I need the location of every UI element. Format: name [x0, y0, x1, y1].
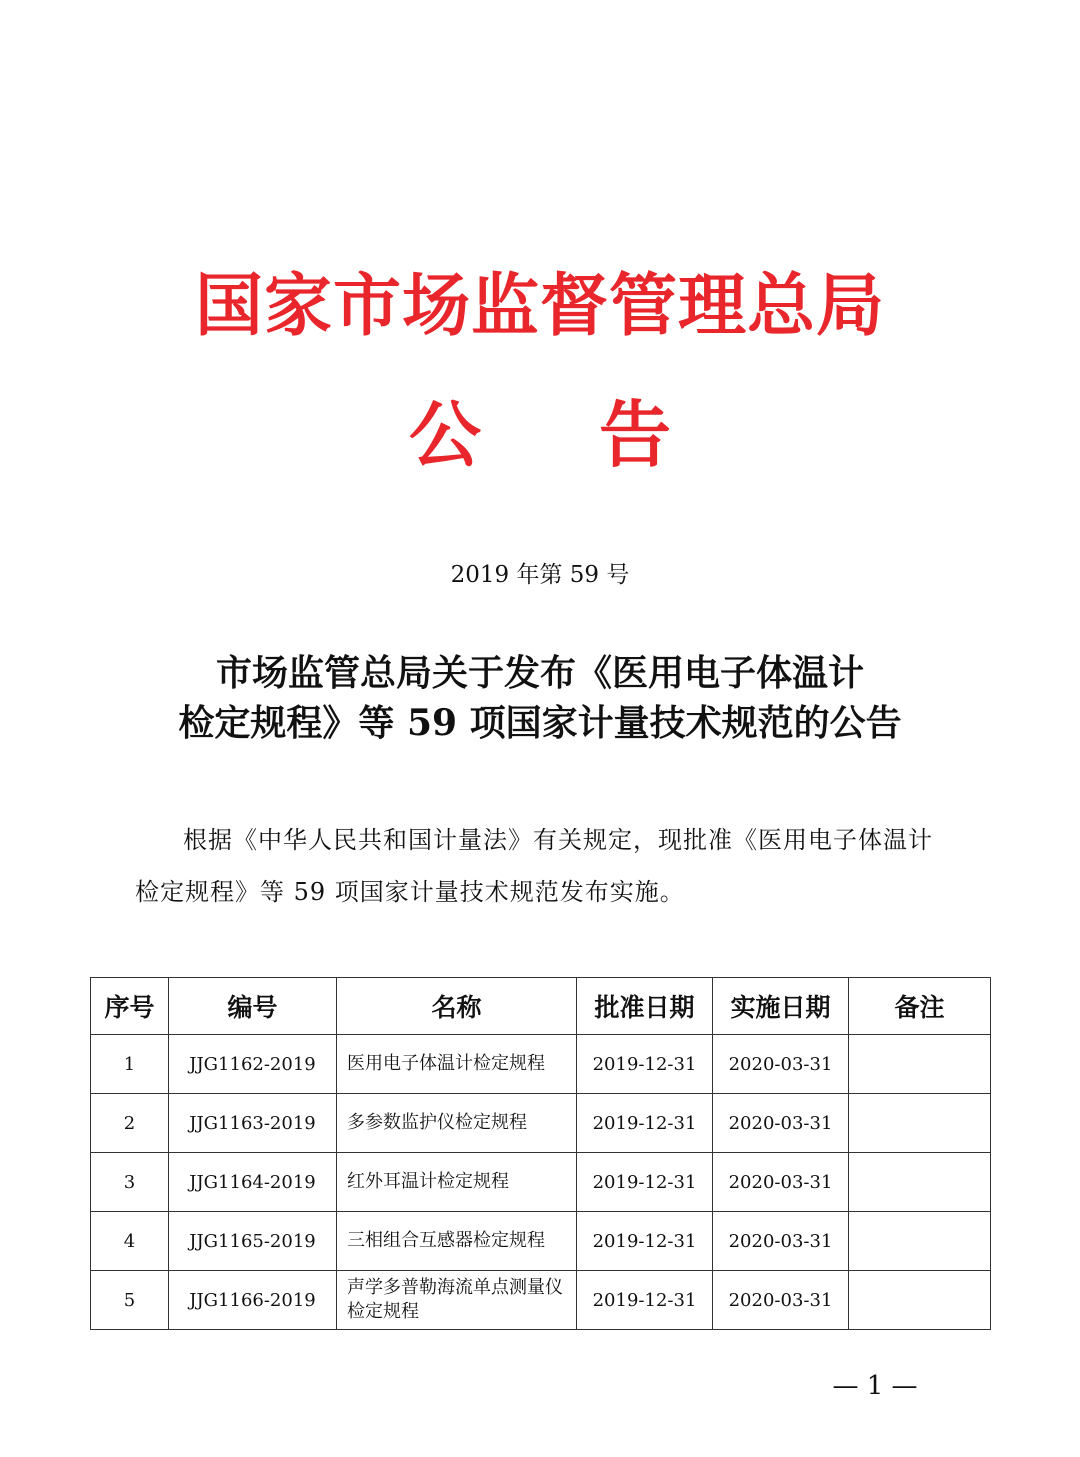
- cell-remarks: [849, 1212, 991, 1271]
- cell-code: JJG1163-2019: [169, 1094, 337, 1153]
- notice-title-char-2: 告: [598, 393, 671, 477]
- table-row: [91, 1094, 991, 1153]
- cell-remarks: [849, 1153, 991, 1212]
- cell-name: 多参数监护仪检定规程: [337, 1094, 577, 1153]
- body-paragraph: 根据《中华人民共和国计量法》有关规定，现批准《医用电子体温计检定规程》等 59 项国家计量技术规范发布实施。: [135, 826, 933, 906]
- document-title: [0, 648, 1080, 748]
- cell-remarks: [849, 1271, 991, 1330]
- cell-approval-date: 2019-12-31: [577, 1271, 713, 1330]
- header-name: 名称: [337, 978, 577, 1035]
- cell-effective-date: 2020-03-31: [713, 1153, 849, 1212]
- table-row: [91, 1035, 991, 1094]
- notice-title-char-1: 公: [408, 393, 481, 477]
- cell-name: 声学多普勒海流单点测量仪检定规程: [337, 1271, 577, 1330]
- cell-name: 医用电子体温计检定规程: [337, 1035, 577, 1094]
- cell-approval-date: 2019-12-31: [577, 1153, 713, 1212]
- cell-name: 三相组合互感器检定规程: [337, 1212, 577, 1271]
- header-remarks: 备注: [849, 978, 991, 1035]
- cell-index: 5: [91, 1271, 169, 1330]
- cell-remarks: [849, 1094, 991, 1153]
- cell-remarks: [849, 1035, 991, 1094]
- table-header-row: [91, 978, 991, 1035]
- header-approval-date: 批准日期: [577, 978, 713, 1035]
- header-index: 序号: [91, 978, 169, 1035]
- cell-code: JJG1166-2019: [169, 1271, 337, 1330]
- page-number: — 1 —: [832, 1371, 918, 1401]
- cell-effective-date: 2020-03-31: [713, 1035, 849, 1094]
- cell-code: JJG1164-2019: [169, 1153, 337, 1212]
- cell-effective-date: 2020-03-31: [713, 1212, 849, 1271]
- header-effective-date: 实施日期: [713, 978, 849, 1035]
- notice-title: [0, 385, 1080, 485]
- cell-effective-date: 2020-03-31: [713, 1271, 849, 1330]
- cell-code: JJG1165-2019: [169, 1212, 337, 1271]
- cell-name: 红外耳温计检定规程: [337, 1153, 577, 1212]
- table-row: [91, 1212, 991, 1271]
- cell-effective-date: 2020-03-31: [713, 1094, 849, 1153]
- header-code: 编号: [169, 978, 337, 1035]
- regulations-table: [90, 977, 991, 1330]
- table-row: [91, 1271, 991, 1330]
- document-number: 2019 年第 59 号: [450, 562, 630, 588]
- cell-approval-date: 2019-12-31: [577, 1212, 713, 1271]
- cell-approval-date: 2019-12-31: [577, 1035, 713, 1094]
- cell-index: 1: [91, 1035, 169, 1094]
- cell-index: 4: [91, 1212, 169, 1271]
- cell-approval-date: 2019-12-31: [577, 1094, 713, 1153]
- document-title-line-1: 市场监管总局关于发布《医用电子体温计: [215, 652, 864, 694]
- document-title-line-2: 检定规程》等 59 项国家计量技术规范的公告: [178, 702, 902, 744]
- cell-index: 3: [91, 1153, 169, 1212]
- table-row: [91, 1153, 991, 1212]
- org-title: 国家市场监督管理总局: [194, 267, 885, 346]
- cell-index: 2: [91, 1094, 169, 1153]
- cell-code: JJG1162-2019: [169, 1035, 337, 1094]
